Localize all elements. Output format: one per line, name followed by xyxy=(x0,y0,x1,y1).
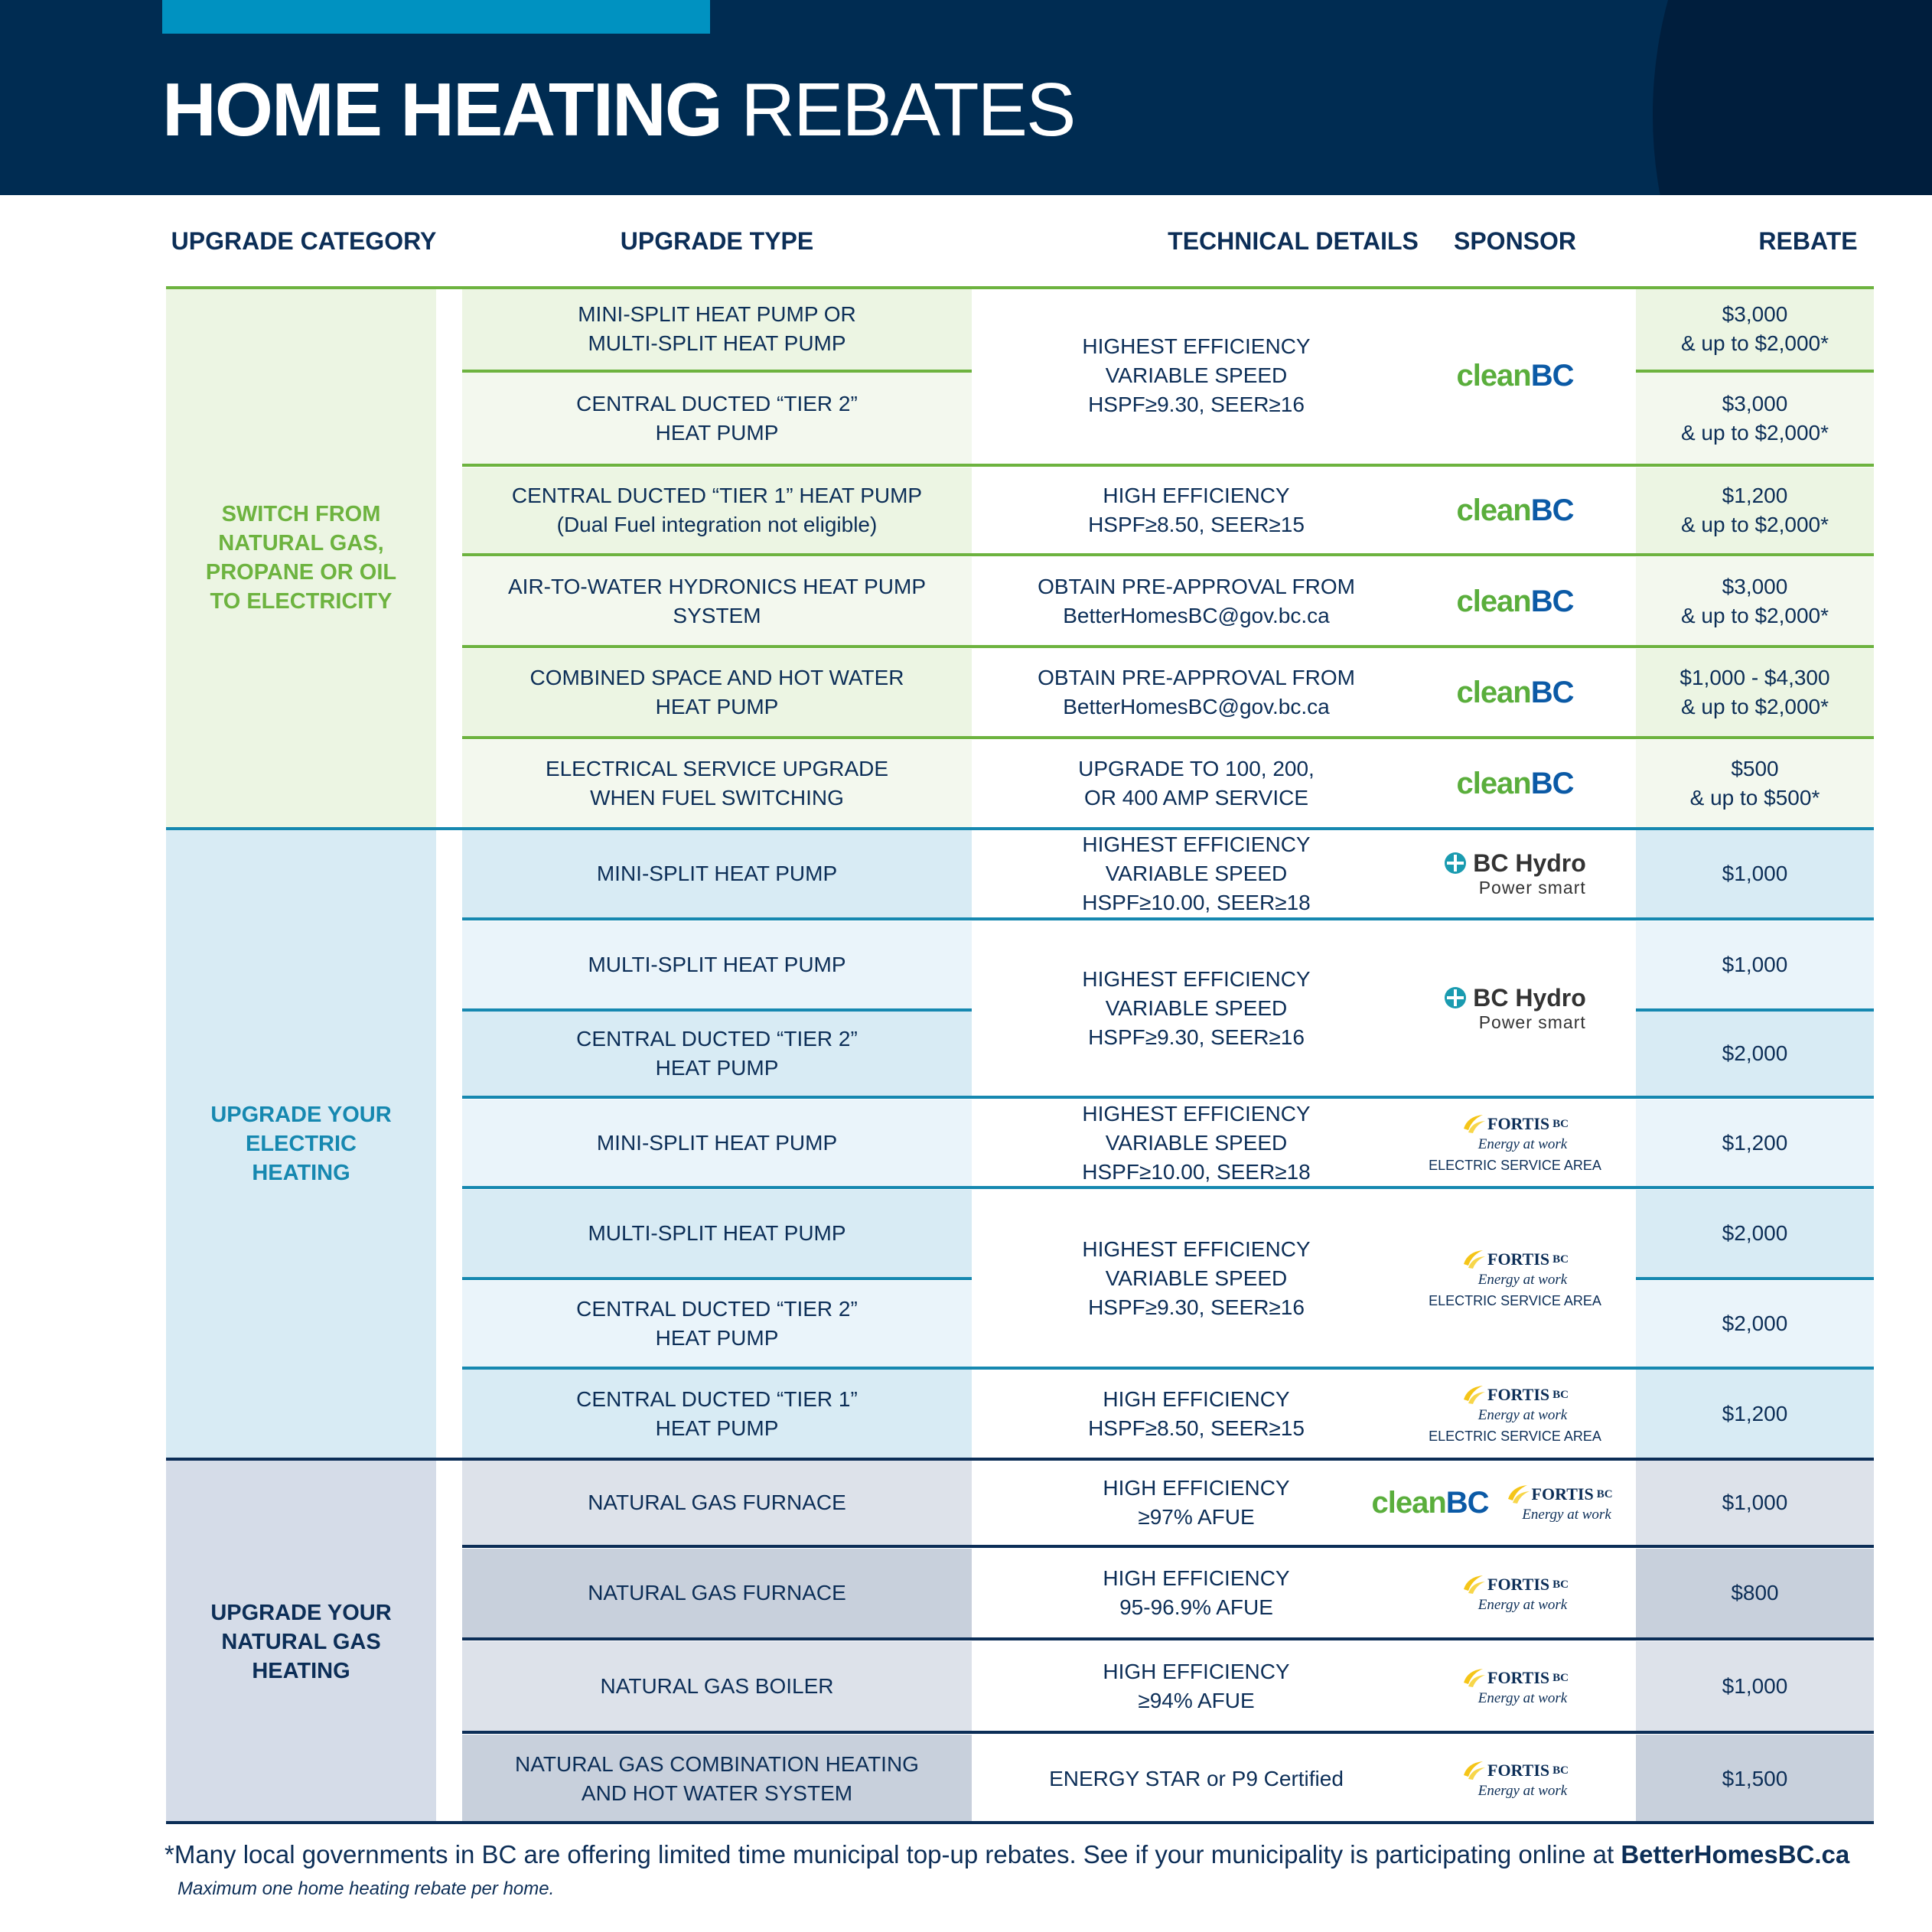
footnote: *Many local governments in BC are offering limited time municipal top-up rebates. See if your municipality is participating online at BetterHomesBC.ca xyxy=(165,1840,1850,1868)
row-divider xyxy=(462,370,972,373)
upgrade-type-cell: NATURAL GAS FURNACE xyxy=(462,1461,972,1545)
header-decorative-curve xyxy=(1653,0,1932,195)
upgrade-type-cell: CENTRAL DUCTED “TIER 2” HEAT PUMP xyxy=(462,1012,972,1096)
fortisbc-logo: FORTIS BC Energy at work xyxy=(1461,1666,1569,1707)
upgrade-type-cell: CENTRAL DUCTED “TIER 1” HEAT PUMP (Dual Fuel integration not eligible) xyxy=(462,468,972,553)
bchydro-logo: BC Hydro Power smart xyxy=(1444,849,1586,898)
footnote-note: Maximum one home heating rebate per home. xyxy=(178,1878,555,1899)
row-divider xyxy=(462,464,1874,467)
cleanbc-logo: cleanBC xyxy=(1456,494,1574,527)
fortis-sun-icon xyxy=(1461,1247,1487,1272)
rebate-cell: $3,000 & up to $2,000* xyxy=(1636,373,1874,464)
row-divider xyxy=(462,1096,1874,1099)
upgrade-type-cell: MINI-SPLIT HEAT PUMP xyxy=(462,1100,972,1186)
rebate-cell: $2,000 xyxy=(1636,1012,1874,1096)
technical-details-cell: HIGHEST EFFICIENCY VARIABLE SPEED HSPF≥10.00, SEER≥18 xyxy=(972,830,1421,917)
row-divider xyxy=(462,1008,972,1012)
technical-details-cell: OBTAIN PRE-APPROVAL FROM BetterHomesBC@gov.bc.ca xyxy=(972,557,1421,645)
upgrade-type-cell: CENTRAL DUCTED “TIER 2” HEAT PUMP xyxy=(462,1281,972,1367)
technical-details-cell: HIGHEST EFFICIENCY VARIABLE SPEED HSPF≥9.30, SEER≥16 xyxy=(972,288,1421,464)
sponsor-cell xyxy=(1347,1190,1683,1367)
column-header-category: UPGRADE CATEGORY xyxy=(171,227,437,255)
row-divider xyxy=(462,553,1874,556)
sponsor-cell xyxy=(1347,1641,1683,1731)
sponsor-cell xyxy=(1347,1549,1683,1637)
technical-details-cell: OBTAIN PRE-APPROVAL FROM BetterHomesBC@gov.bc.ca xyxy=(972,649,1421,736)
row-divider xyxy=(462,1545,1874,1548)
sponsor-cell xyxy=(1347,1100,1683,1186)
sponsor-cell xyxy=(1347,1735,1683,1823)
fortis-sun-icon xyxy=(1461,1666,1487,1690)
sponsor-cell xyxy=(1347,649,1683,736)
rebate-cell: $1,000 xyxy=(1636,921,1874,1008)
fortis-sun-icon xyxy=(1461,1758,1487,1783)
technical-details-cell: HIGH EFFICIENCY 95-96.9% AFUE xyxy=(972,1549,1421,1637)
fortis-sun-icon xyxy=(1461,1383,1487,1407)
column-header-sponsor: SPONSOR xyxy=(1453,227,1577,255)
upgrade-type-cell: MINI-SPLIT HEAT PUMP OR MULTI-SPLIT HEAT PUMP xyxy=(462,288,972,370)
technical-details-cell: ENERGY STAR or P9 Certified xyxy=(972,1735,1421,1823)
row-divider xyxy=(462,1186,1874,1189)
sponsor-cell xyxy=(1347,740,1683,827)
row-divider xyxy=(462,917,1874,920)
sponsor-cell xyxy=(1347,1370,1683,1458)
sponsor-cell xyxy=(1347,1461,1637,1545)
bchydro-icon xyxy=(1444,986,1467,1009)
column-header-rebate: REBATE xyxy=(1758,227,1858,255)
upgrade-type-cell: MULTI-SPLIT HEAT PUMP xyxy=(462,921,972,1008)
page-header xyxy=(0,0,1932,195)
upgrade-type-cell: NATURAL GAS FURNACE xyxy=(462,1549,972,1637)
upgrade-type-cell: MULTI-SPLIT HEAT PUMP xyxy=(462,1190,972,1277)
rebate-cell: $1,000 - $4,300 & up to $2,000* xyxy=(1636,649,1874,736)
bchydro-icon xyxy=(1444,852,1467,875)
cleanbc-logo: cleanBC xyxy=(1456,584,1574,618)
technical-details-cell: HIGH EFFICIENCY HSPF≥8.50, SEER≥15 xyxy=(972,1370,1421,1458)
sponsor-cell xyxy=(1347,830,1683,917)
row-divider xyxy=(462,645,1874,648)
row-divider xyxy=(462,1637,1874,1640)
fortisbc-logo: FORTIS BC Energy at work ELECTRIC SERVICE AREA xyxy=(1429,1383,1601,1445)
fortisbc-logo: FORTIS BC Energy at work ELECTRIC SERVICE AREA xyxy=(1429,1112,1601,1175)
upgrade-type-cell: CENTRAL DUCTED “TIER 2” HEAT PUMP xyxy=(462,373,972,464)
fortis-sun-icon xyxy=(1461,1572,1487,1597)
row-divider xyxy=(462,736,1874,739)
upgrade-type-cell: CENTRAL DUCTED “TIER 1” HEAT PUMP xyxy=(462,1370,972,1458)
upgrade-type-cell: NATURAL GAS COMBINATION HEATING AND HOT WATER SYSTEM xyxy=(462,1735,972,1823)
sponsor-cell xyxy=(1347,468,1683,553)
bchydro-logo: BC Hydro Power smart xyxy=(1444,984,1586,1033)
technical-details-cell: HIGH EFFICIENCY ≥97% AFUE xyxy=(972,1461,1421,1545)
cleanbc-logo: cleanBC xyxy=(1371,1486,1489,1520)
upgrade-type-cell: NATURAL GAS BOILER xyxy=(462,1641,972,1731)
fortis-sun-icon xyxy=(1461,1112,1487,1136)
sponsor-cell xyxy=(1347,921,1683,1096)
rebate-cell: $3,000 & up to $2,000* xyxy=(1636,288,1874,370)
category-cell: UPGRADE YOUR ELECTRIC HEATING xyxy=(166,830,436,1458)
rebate-cell: $1,000 xyxy=(1636,830,1874,917)
upgrade-type-cell: COMBINED SPACE AND HOT WATER HEAT PUMP xyxy=(462,649,972,736)
rebate-cell: $2,000 xyxy=(1636,1190,1874,1277)
fortisbc-logo: FORTIS BC Energy at work xyxy=(1506,1482,1613,1523)
rebate-cell: $2,000 xyxy=(1636,1281,1874,1367)
technical-details-cell: HIGH EFFICIENCY HSPF≥8.50, SEER≥15 xyxy=(972,468,1421,553)
sponsor-cell xyxy=(1347,557,1683,645)
row-divider xyxy=(462,1731,1874,1734)
cleanbc-logo: cleanBC xyxy=(1456,676,1574,709)
technical-details-cell: UPGRADE TO 100, 200, OR 400 AMP SERVICE xyxy=(972,740,1421,827)
rebate-cell: $1,000 xyxy=(1636,1641,1874,1731)
fortis-sun-icon xyxy=(1506,1482,1532,1507)
technical-details-cell: HIGHEST EFFICIENCY VARIABLE SPEED HSPF≥9.30, SEER≥16 xyxy=(972,1190,1421,1367)
rebate-cell: $1,200 xyxy=(1636,1100,1874,1186)
column-header-type: UPGRADE TYPE xyxy=(620,227,814,255)
technical-details-cell: HIGHEST EFFICIENCY VARIABLE SPEED HSPF≥10.00, SEER≥18 xyxy=(972,1100,1421,1186)
rebate-cell: $1,200 & up to $2,000* xyxy=(1636,468,1874,553)
upgrade-type-cell: ELECTRICAL SERVICE UPGRADE WHEN FUEL SWITCHING xyxy=(462,740,972,827)
fortisbc-logo: FORTIS BC Energy at work xyxy=(1461,1758,1569,1800)
header-accent-bar xyxy=(162,0,710,34)
rebate-cell: $1,200 xyxy=(1636,1370,1874,1458)
upgrade-type-cell: AIR-TO-WATER HYDRONICS HEAT PUMP SYSTEM xyxy=(462,557,972,645)
technical-details-cell: HIGH EFFICIENCY ≥94% AFUE xyxy=(972,1641,1421,1731)
category-cell: UPGRADE YOUR NATURAL GAS HEATING xyxy=(166,1461,436,1823)
page-title: HOME HEATING REBATES xyxy=(162,67,1075,151)
rebate-cell: $1,500 xyxy=(1636,1735,1874,1823)
rebate-cell: $3,000 & up to $2,000* xyxy=(1636,557,1874,645)
rebate-cell: $500 & up to $500* xyxy=(1636,740,1874,827)
cleanbc-logo: cleanBC xyxy=(1456,767,1574,800)
category-cell: SWITCH FROM NATURAL GAS, PROPANE OR OIL TO ELECTRICITY xyxy=(166,288,436,827)
website-link[interactable]: BetterHomesBC.ca xyxy=(1621,1840,1850,1868)
fortisbc-logo: FORTIS BC Energy at work xyxy=(1461,1572,1569,1614)
rebate-cell: $800 xyxy=(1636,1549,1874,1637)
technical-details-cell: HIGHEST EFFICIENCY VARIABLE SPEED HSPF≥9.30, SEER≥16 xyxy=(972,921,1421,1096)
fortisbc-logo: FORTIS BC Energy at work ELECTRIC SERVICE AREA xyxy=(1429,1247,1601,1310)
rebate-cell: $1,000 xyxy=(1636,1461,1874,1545)
sponsor-cell xyxy=(1347,288,1683,464)
upgrade-type-cell: MINI-SPLIT HEAT PUMP xyxy=(462,830,972,917)
row-divider xyxy=(462,1277,972,1280)
cleanbc-logo: cleanBC xyxy=(1456,359,1574,393)
column-header-details: TECHNICAL DETAILS xyxy=(1168,227,1419,255)
